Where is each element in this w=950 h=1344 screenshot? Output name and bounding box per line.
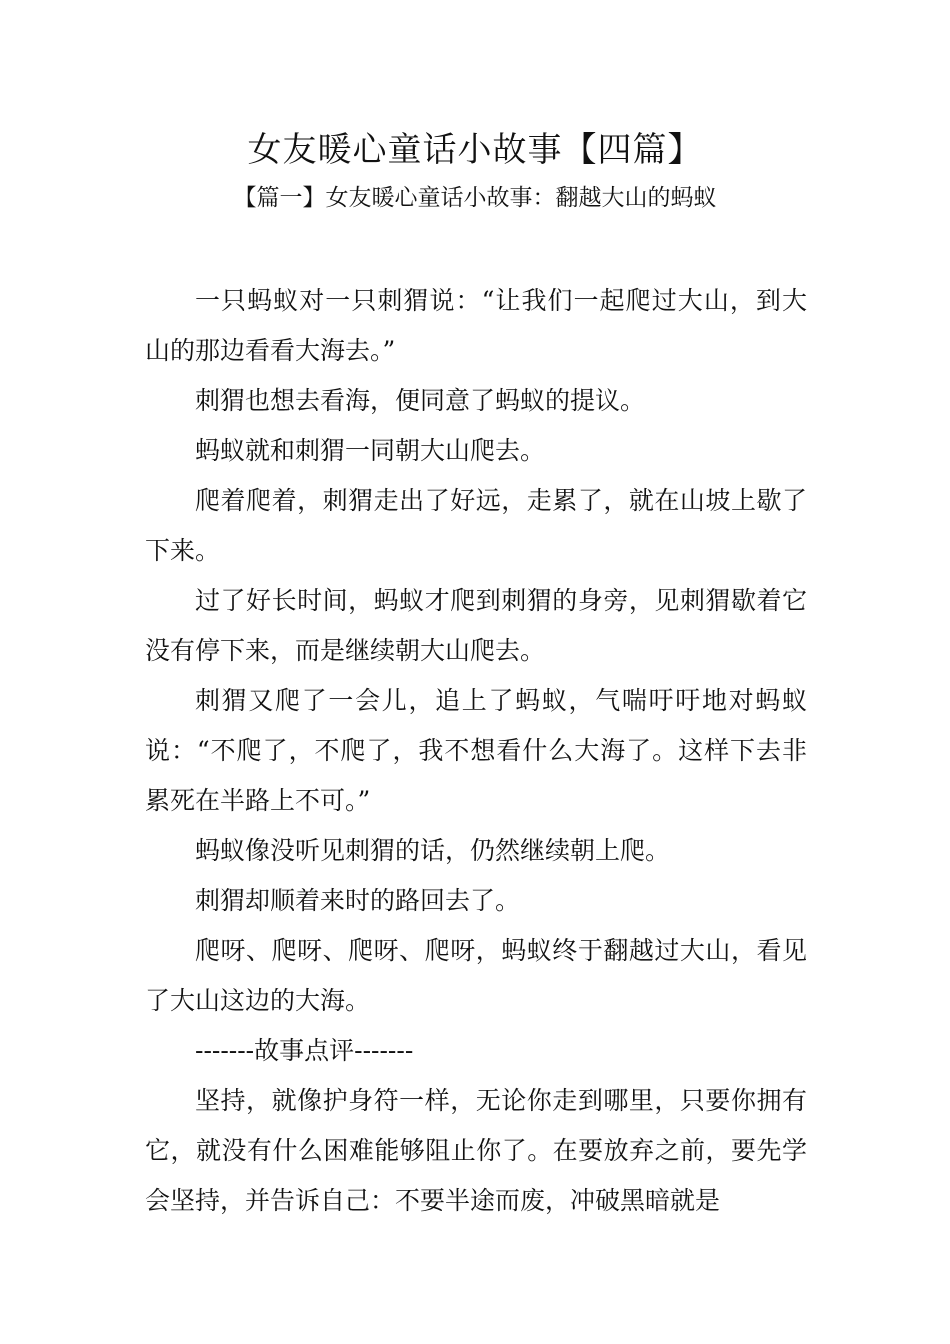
paragraph: 蚂蚁像没听见刺猬的话，仍然继续朝上爬。 — [195, 836, 671, 865]
paragraph: 刺猬又爬了一会儿，追上了蚂蚁，气喘吁吁地对蚂蚁说：“不爬了，不爬了，我不想看什么大海了。这样下去非累死在半路上不可。” — [145, 686, 807, 815]
paragraph: 坚持，就像护身符一样，无论你走到哪里，只要你拥有它，就没有什么困难能够阻止你了。在要放弃之前，要先学会坚持，并告诉自己：不要半途而废，冲破黑暗就是 — [145, 1086, 807, 1215]
paragraph: 蚂蚁就和刺猬一同朝大山爬去。 — [195, 436, 546, 465]
paragraph: 刺猬也想去看海，便同意了蚂蚁的提议。 — [195, 386, 646, 415]
paragraph: 一只蚂蚁对一只刺猬说：“让我们一起爬过大山，到大山的那边看看大海去。” — [145, 286, 807, 365]
paragraph: 刺猬却顺着来时的路回去了。 — [195, 886, 521, 915]
paragraph: 爬着爬着，刺猬走出了好远，走累了，就在山坡上歇了下来。 — [145, 486, 807, 565]
review-divider: -------故事点评------- — [195, 1036, 414, 1065]
paragraph: 爬呀、爬呀、爬呀、爬呀，蚂蚁终于翻越过大山，看见了大山这边的大海。 — [145, 936, 807, 1015]
paragraph: 过了好长时间，蚂蚁才爬到刺猬的身旁，见刺猬歇着它没有停下来，而是继续朝大山爬去。 — [145, 586, 807, 665]
section-heading: 【篇一】女友暖心童话小故事：翻越大山的蚂蚁 — [233, 185, 717, 211]
story-body — [145, 276, 807, 1226]
document-title: 女友暖心童话小故事【四篇】 — [247, 130, 703, 170]
